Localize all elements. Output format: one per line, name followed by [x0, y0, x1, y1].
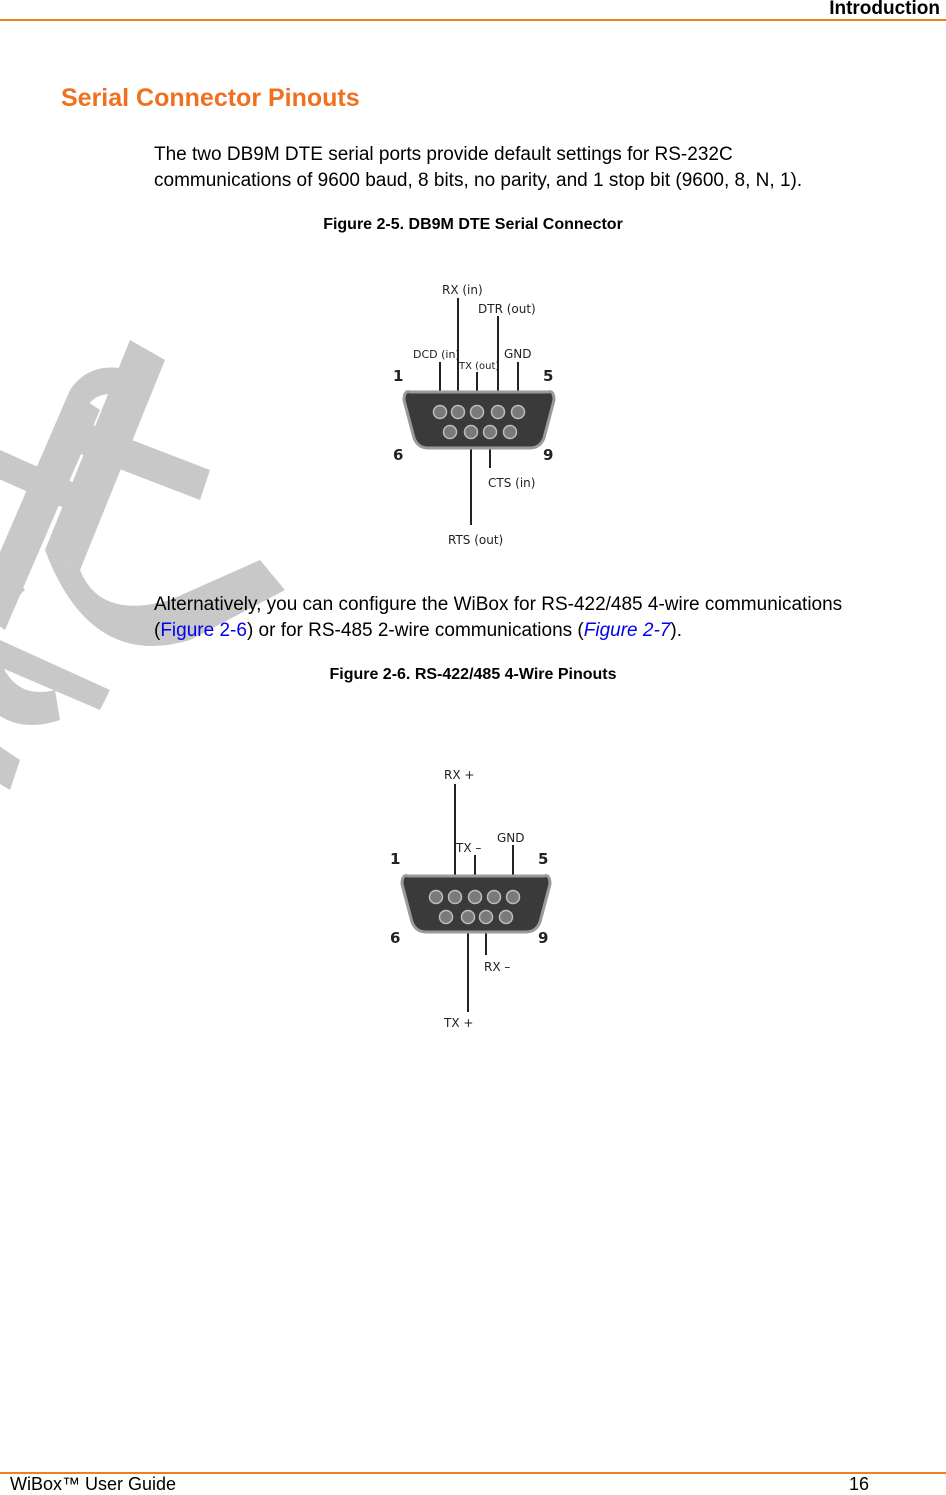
pin-5	[512, 406, 525, 419]
pin-number-5: 5	[543, 367, 554, 385]
label-dcd-in: DCD (in)	[413, 348, 460, 361]
pin-number-6: 6	[393, 446, 404, 464]
label-gnd: GND	[497, 831, 525, 845]
figure-2-6-link[interactable]: Figure 2-6	[160, 620, 247, 641]
label-rx-plus: RX +	[444, 768, 475, 782]
label-tx-minus: TX –	[456, 841, 482, 855]
figure-2-6-caption: Figure 2-6. RS-422/485 4-Wire Pinouts	[329, 666, 617, 683]
pin-4	[488, 891, 501, 904]
figure-2-5-caption: Figure 2-5. DB9M DTE Serial Connector	[323, 216, 623, 233]
alt-open-paren: (	[154, 620, 161, 641]
label-tx-plus: TX +	[444, 1016, 474, 1030]
pin-3	[471, 406, 484, 419]
pin-8	[484, 426, 497, 439]
pin-4	[492, 406, 505, 419]
label-cts-in: CTS (in)	[488, 476, 536, 490]
pin-5	[507, 891, 520, 904]
alt-mid-text: ) or for RS-485 2-wire communications (	[246, 620, 584, 641]
pin-9	[500, 911, 513, 924]
pin-number-1: 1	[393, 367, 404, 385]
draft-watermark	[0, 300, 380, 820]
intro-paragraph	[154, 142, 914, 194]
header-title: Introduction	[829, 0, 940, 19]
footer-page-number: 16	[849, 1474, 870, 1494]
alt-line-2	[154, 618, 934, 644]
pin-number-5: 5	[538, 850, 549, 868]
pin-number-1: 1	[390, 850, 401, 868]
db9-dte-connector-diagram	[380, 272, 580, 554]
pin-3	[469, 891, 482, 904]
pin-7	[465, 426, 478, 439]
label-rx-in: RX (in)	[442, 283, 483, 297]
footer-guide-title: WiBox™ User Guide	[10, 1474, 177, 1494]
intro-line-2: communications of 9600 baud, 8 bits, no parity, and 1 stop bit (9600, 8, N, 1).	[154, 170, 803, 191]
pin-9	[504, 426, 517, 439]
label-dtr-out: DTR (out)	[478, 302, 536, 316]
pin-6	[444, 426, 457, 439]
label-rx-minus: RX –	[484, 960, 511, 974]
pin-8	[480, 911, 493, 924]
alt-close-paren: ).	[670, 620, 682, 641]
figure-2-7-link[interactable]: Figure 2-7	[583, 620, 671, 641]
pin-2	[452, 406, 465, 419]
section-title: Serial Connector Pinouts	[61, 84, 360, 112]
intro-line-1: The two DB9M DTE serial ports provide default settings for RS-232C	[154, 144, 733, 165]
pin-1	[430, 891, 443, 904]
db9-shell	[404, 392, 554, 448]
alternative-paragraph	[154, 592, 934, 644]
pin-number-9: 9	[538, 929, 549, 947]
label-tx-out: TX (out)	[459, 361, 500, 372]
pin-number-6: 6	[390, 929, 401, 947]
pin-number-9: 9	[543, 446, 554, 464]
pin-2	[449, 891, 462, 904]
label-rts-out: RTS (out)	[448, 533, 504, 547]
pin-1	[434, 406, 447, 419]
label-gnd: GND	[504, 347, 532, 361]
pin-6	[440, 911, 453, 924]
pin-7	[462, 911, 475, 924]
rs422-485-4-wire-connector-diagram	[380, 760, 580, 1036]
alt-line-1: Alternatively, you can configure the WiBox for RS-422/485 4-wire communications	[154, 594, 843, 615]
header-rule	[0, 19, 946, 21]
